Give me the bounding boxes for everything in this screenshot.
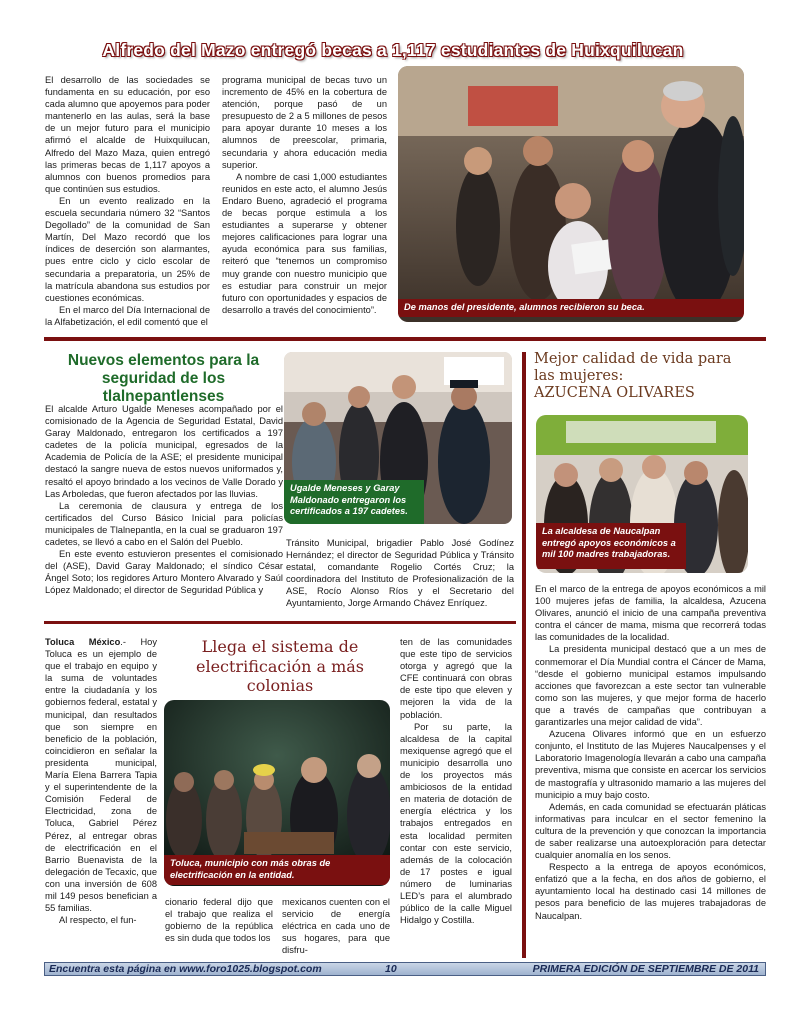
article2-body-right [286, 537, 514, 610]
article2-photo [284, 352, 512, 524]
article3-paragraph: En el marco de la entrega de apoyos económicos a mil 100 mujeres jefas de familia, la alcaldesa, Azucena Olivares, anunció el inicio de una campaña preventiva contra el cáncer de mama, misma que recorrerá todas las comunidades de la localidad. [535, 584, 766, 643]
article4-paragraph: ten de las comunidades que este tipo de servicios otorga y agregó que la CFE continuará con obras de este tipo que eleven y mejoren la vida de la población. [400, 637, 512, 720]
article2-paragraph: La ceremonia de clausura y entrega de los certificados del Curso Básico Inicial para policías municipales de Tlalnepantla, en la cual se graduaron 197 cadetes, se llevó a cabo en el Salón del Pueblo. [45, 500, 283, 548]
page-footer [44, 962, 766, 976]
article2-caption: Ugalde Meneses y Garay Maldonado entregaron los certificados a 197 cadetes. [284, 480, 424, 524]
article1-paragraph: En un evento realizado en la escuela secundaria número 32 “Santos Degollado” de la comunidad de San Martín, Del Mazo recordó que los índices de deserción son alarmantes, pues entre ciclo y ciclo escolar de secundaria a preparatoria, un 25% de la matrícula abandona sus estudios por cuestiones económicas. [45, 195, 210, 303]
article3-paragraph: La presidenta municipal destacó que a un mes de conmemorar el Día Mundial contra el Cáncer de Mama, “desde el gobierno municipal estamos impulsando acciones que favorezcan a este sector tan vulnerable como son las mujeres, y que mejor forma de hacerlo que a través de campañas que contribuyan a garantizarles una mejor calidad de vida”. [535, 644, 766, 728]
article3-title-line: las mujeres: [534, 368, 624, 384]
article4-column3 [282, 896, 390, 956]
article2-paragraph: En este evento estuvieron presentes el comisionado del (ASE), David Garay Maldonado; el síndico César Ángel Soto; los regidores Arturo Montero Alvarado y Saúl López Maldonado; el director de Seguridad Pública y [45, 549, 283, 596]
article3-title-line: Mejor calidad de vida para [534, 351, 732, 367]
article3-paragraph: Respecto a la entrega de apoyos económicos, enfatizó que a la fecha, en dos años de gobierno, el ayuntamiento local ha destinado casi 14 millones de pesos para beneficio de las mujeres trabajadoras de Naucalpan. [535, 862, 766, 921]
article1-caption: De manos del presidente, alumnos recibieron su beca. [398, 299, 744, 317]
footer-website-link[interactable]: Encuentra esta página en www.foro1025.blogspot.com [49, 963, 322, 975]
section-divider [44, 337, 766, 341]
article1-paragraph: El desarrollo de las sociedades se fundamenta en su educación, por eso cada alumno que apoyemos para poder mantenerlo en las aulas, será la base de un mejor futuro para el municipio afirmó el alcalde de Huixquilucan, Alfredo del Mazo Maza, quien entregó las primeras becas de 1,117 apoyos a alumnos con buenos promedios para que continúen sus estudios. [45, 75, 210, 194]
article4-title-line: colonias [246, 676, 314, 695]
article2-paragraph: El alcalde Arturo Ugalde Meneses acompañado por el comisionado de la Agencia de Seguridad Estatal, David Garay Maldonado, entregaron los certificados a 197 cadetes de la policía municipal, egresados de la Academia de Policía de la ASE; el presidente municipal destacó la sangre nueva de estos nuevos uniformados y, resaltó el apoyo brindado a los vecinos de Valle Dorado y Las Arboledas, que fueron afectados por las lluvias. [45, 404, 283, 499]
page-headline: Alfredo del Mazo entregó becas a 1,117 estudiantes de Huixquilucan [102, 40, 684, 60]
article3-paragraph: Además, en cada comunidad se efectuarán pláticas informativas para inculcar en el sector femenino la cultura de la prevención y que conozcan la importancia de saber realizarse una autoexploración para detectar cualquier anomalía en los senos. [535, 801, 766, 861]
footer-page-number: 10 [385, 963, 397, 975]
article4-photo [164, 700, 390, 886]
article3-title-line: AZUCENA OLIVARES [534, 385, 695, 401]
article4-title-line: Llega el sistema de [201, 637, 359, 656]
article1-paragraph: programa municipal de becas tuvo un incremento de 45% en la cobertura de atención, porque pasó de un presupuesto de 2 a 5 millones de pesos para apoyar durante 10 meses a los alumnos de preescolar, primaria, secundaria y ahora educación media superior. [222, 75, 387, 170]
article4-column1 [45, 636, 157, 926]
article2-title: Nuevos elementos para la seguridad de los tlalnepantlenses [67, 352, 260, 405]
article4-caption: Toluca, municipio con más obras de electrificación en la entidad. [164, 855, 390, 885]
article4-paragraph: Al respecto, el fun- [59, 915, 137, 926]
article1-paragraph: A nombre de casi 1,000 estudiantes reunidos en este acto, el alumno Jesús Endaro Bueno, agradeció el programa de becas porque estimula a los estudiantes a superarse y obtener mejores calificaciones para lograr una ayuda económica para sus familias, reiteró que “tenemos un compromiso muy grande con nuestro municipio que es estudiar para construir un mejor futuro con oportunidades y espacios de desarrollo a través del conocimiento”. [222, 171, 387, 315]
column-divider [522, 352, 526, 958]
article4-lead: .- Hoy Toluca es un ejemplo de que el trabajo en equipo y la suma de voluntades entre la ciudadanía y los gobiernos federal, estatal y municipal, dan resultados que son siempre en beneficio de la población, coincidieron en señalar la presidenta municipal, María Elena Barrera Tapia y el superintendente de la Comisión Federal de Electricidad, zona de Toluca, Gabriel Pérez Pérez, al entregar obras de electrificación en el Barrio Buenavista de la delegación de Tecaxic, que con una inversión de 608 mil 149 pesos benefician a 55 familias. [45, 637, 158, 914]
article4-paragraph: mexicanos cuenten con el servicio de energía eléctrica en cada uno de sus hogares, para que disfru- [282, 897, 390, 956]
section-divider [44, 621, 516, 624]
article4-column2 [165, 896, 273, 944]
article4-column4 [400, 636, 512, 926]
article1-column1 [45, 74, 210, 328]
article4-title [164, 637, 396, 696]
article4-title-line: electrificación a más [195, 656, 365, 676]
students-receiving-scholarship-image [398, 66, 744, 322]
article4-paragraph [45, 636, 157, 914]
article2-body [45, 403, 283, 597]
article3-photo [536, 415, 748, 573]
footer-edition: PRIMERA EDICIÓN DE SEPTIEMBRE DE 2011 [532, 963, 759, 975]
article3-body [535, 583, 766, 922]
article4-paragraph: Por su parte, la alcaldesa de la capital mexiquense agregó que el municipio desarrolla uno de los proyectos más ambiciosos de la entidad en materia de dotación de energía eléctrica y los trabajos entregados en esta localidad permiten contar con este servicio, además de la colocación de 17 postes e igual número de luminarias LED’s para el alumbrado público de la calle Miguel Hidalgo y Costilla. [400, 721, 512, 926]
article4-paragraph: cionario federal dijo que el trabajo que realiza el gobierno de la república es sin duda que todos los [165, 897, 273, 944]
article3-paragraph: Azucena Olivares informó que en un esfuerzo conjunto, el Instituto de las Mujeres Naucalpenses y el Laboratorio Imagenología llevarán a cabo una campaña preventiva, misma que consiste en acercar los servicios de mastografía y ultrasonido mamario a las mujeres del municipio a muy bajo costo. [535, 729, 766, 800]
article1-photo [398, 66, 744, 322]
article1-paragraph: En el marco del Día Internacional de la Alfabetización, el edil comentó que el [45, 304, 210, 327]
article1-column2 [222, 74, 387, 316]
article3-caption: La alcaldesa de Naucalpan entregó apoyos económicos a mil 100 madres trabajadoras. [536, 523, 686, 569]
article3-title [534, 351, 764, 402]
article4-dateline: Toluca México [45, 637, 121, 647]
article2-paragraph: Tránsito Municipal, brigadier Pablo José Godínez Hernández; el director de Seguridad Pública y Tránsito estatal, comandante Rogelio Cortés Cruz; la coordinadora del Instituto de Profesionalización de la ASE, Rocío Alonso Ríos y el Secretario del Ayuntamiento, Jorge Armando Chávez Enríquez. [286, 538, 514, 609]
